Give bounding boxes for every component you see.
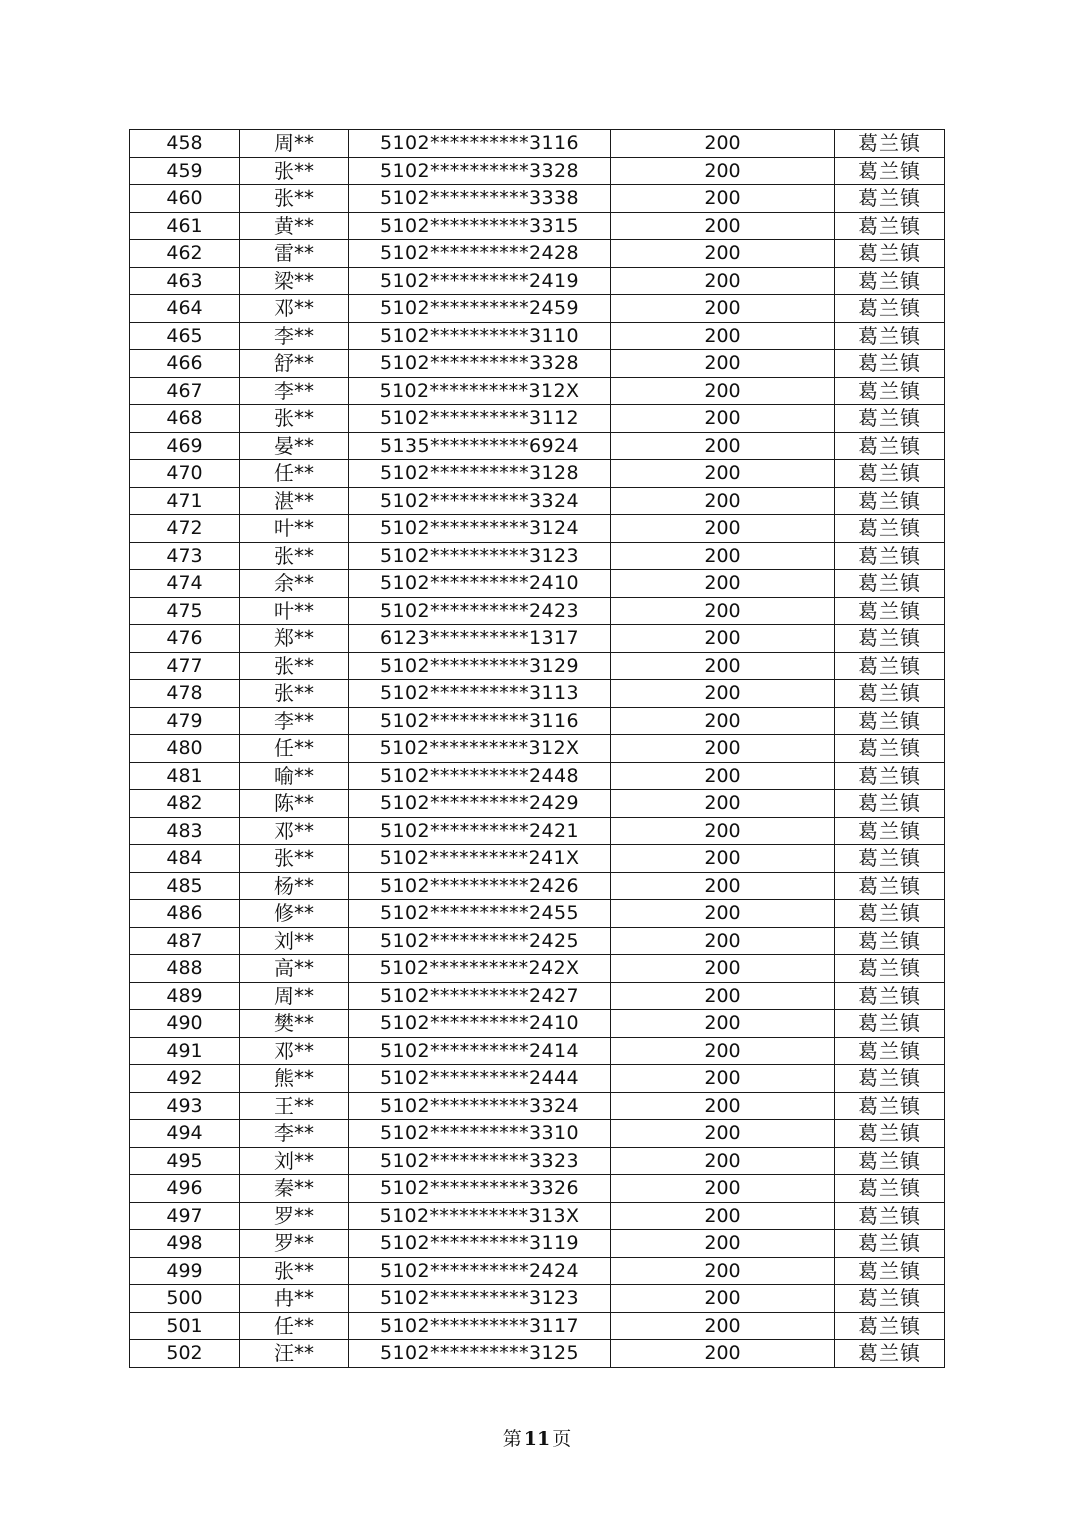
table-row [130,817,945,845]
serial-number-cell: 461 [130,212,240,240]
serial-number-cell: 489 [130,982,240,1010]
table-row [130,267,945,295]
id-number-cell: 5102**********3125 [349,1340,611,1368]
table-row [130,157,945,185]
id-number-cell: 5102**********2426 [349,872,611,900]
serial-number-cell: 492 [130,1065,240,1093]
amount-cell: 200 [611,295,835,323]
serial-number-cell: 471 [130,487,240,515]
table-row [130,515,945,543]
serial-number-cell: 466 [130,350,240,378]
amount-cell: 200 [611,817,835,845]
amount-cell: 200 [611,157,835,185]
town-cell: 葛兰镇 [835,240,945,268]
name-cell: 王** [240,1092,349,1120]
serial-number-cell: 474 [130,570,240,598]
serial-number-cell: 487 [130,927,240,955]
serial-number-cell: 464 [130,295,240,323]
id-number-cell: 5102**********2427 [349,982,611,1010]
id-number-cell: 5102**********3123 [349,1285,611,1313]
amount-cell: 200 [611,1010,835,1038]
amount-cell: 200 [611,1202,835,1230]
table-row [130,350,945,378]
name-cell: 李** [240,1120,349,1148]
table-row [130,845,945,873]
town-cell: 葛兰镇 [835,322,945,350]
id-number-cell: 5102**********3116 [349,130,611,158]
serial-number-cell: 478 [130,680,240,708]
name-cell: 汪** [240,1340,349,1368]
id-number-cell: 5102**********3328 [349,350,611,378]
name-cell: 湛** [240,487,349,515]
name-cell: 李** [240,707,349,735]
id-number-cell: 5102**********3113 [349,680,611,708]
id-number-cell: 5102**********2428 [349,240,611,268]
id-number-cell: 5102**********2410 [349,1010,611,1038]
name-cell: 刘** [240,1147,349,1175]
town-cell: 葛兰镇 [835,597,945,625]
id-number-cell: 5102**********3326 [349,1175,611,1203]
serial-number-cell: 475 [130,597,240,625]
id-number-cell: 5102**********2425 [349,927,611,955]
beneficiary-table [129,129,945,1368]
town-cell: 葛兰镇 [835,460,945,488]
town-cell: 葛兰镇 [835,625,945,653]
amount-cell: 200 [611,130,835,158]
town-cell: 葛兰镇 [835,1257,945,1285]
town-cell: 葛兰镇 [835,1147,945,1175]
name-cell: 冉** [240,1285,349,1313]
amount-cell: 200 [611,460,835,488]
town-cell: 葛兰镇 [835,900,945,928]
table-row [130,1037,945,1065]
table-row [130,460,945,488]
id-number-cell: 6123**********1317 [349,625,611,653]
name-cell: 李** [240,377,349,405]
serial-number-cell: 486 [130,900,240,928]
amount-cell: 200 [611,405,835,433]
name-cell: 梁** [240,267,349,295]
serial-number-cell: 498 [130,1230,240,1258]
amount-cell: 200 [611,1120,835,1148]
serial-number-cell: 494 [130,1120,240,1148]
town-cell: 葛兰镇 [835,350,945,378]
name-cell: 张** [240,542,349,570]
table-row [130,432,945,460]
amount-cell: 200 [611,872,835,900]
name-cell: 张** [240,405,349,433]
serial-number-cell: 484 [130,845,240,873]
name-cell: 罗** [240,1230,349,1258]
table-row [130,762,945,790]
id-number-cell: 5102**********2414 [349,1037,611,1065]
amount-cell: 200 [611,570,835,598]
table-row [130,240,945,268]
serial-number-cell: 502 [130,1340,240,1368]
name-cell: 邓** [240,1037,349,1065]
table-row [130,1065,945,1093]
name-cell: 樊** [240,1010,349,1038]
id-number-cell: 5102**********2448 [349,762,611,790]
town-cell: 葛兰镇 [835,762,945,790]
name-cell: 叶** [240,597,349,625]
town-cell: 葛兰镇 [835,432,945,460]
name-cell: 修** [240,900,349,928]
town-cell: 葛兰镇 [835,1037,945,1065]
town-cell: 葛兰镇 [835,1065,945,1093]
amount-cell: 200 [611,515,835,543]
amount-cell: 200 [611,1037,835,1065]
town-cell: 葛兰镇 [835,652,945,680]
serial-number-cell: 465 [130,322,240,350]
name-cell: 张** [240,845,349,873]
serial-number-cell: 501 [130,1312,240,1340]
amount-cell: 200 [611,1092,835,1120]
serial-number-cell: 477 [130,652,240,680]
amount-cell: 200 [611,240,835,268]
name-cell: 陈** [240,790,349,818]
amount-cell: 200 [611,1340,835,1368]
id-number-cell: 5102**********2444 [349,1065,611,1093]
town-cell: 葛兰镇 [835,542,945,570]
amount-cell: 200 [611,1230,835,1258]
serial-number-cell: 479 [130,707,240,735]
id-number-cell: 5102**********2459 [349,295,611,323]
amount-cell: 200 [611,927,835,955]
amount-cell: 200 [611,982,835,1010]
amount-cell: 200 [611,1285,835,1313]
serial-number-cell: 500 [130,1285,240,1313]
name-cell: 郑** [240,625,349,653]
id-number-cell: 5102**********3119 [349,1230,611,1258]
table-row [130,680,945,708]
id-number-cell: 5102**********3324 [349,487,611,515]
id-number-cell: 5102**********2429 [349,790,611,818]
town-cell: 葛兰镇 [835,982,945,1010]
town-cell: 葛兰镇 [835,1202,945,1230]
town-cell: 葛兰镇 [835,130,945,158]
name-cell: 张** [240,157,349,185]
name-cell: 张** [240,185,349,213]
table-row [130,487,945,515]
amount-cell: 200 [611,845,835,873]
amount-cell: 200 [611,900,835,928]
name-cell: 邓** [240,295,349,323]
town-cell: 葛兰镇 [835,1120,945,1148]
amount-cell: 200 [611,542,835,570]
table-row [130,625,945,653]
serial-number-cell: 460 [130,185,240,213]
table-row [130,1285,945,1313]
id-number-cell: 5102**********312X [349,377,611,405]
town-cell: 葛兰镇 [835,1312,945,1340]
serial-number-cell: 481 [130,762,240,790]
serial-number-cell: 488 [130,955,240,983]
amount-cell: 200 [611,377,835,405]
serial-number-cell: 499 [130,1257,240,1285]
id-number-cell: 5102**********312X [349,735,611,763]
table-row [130,1092,945,1120]
serial-number-cell: 463 [130,267,240,295]
page-footer-prefix: 第 [502,1428,522,1450]
amount-cell: 200 [611,432,835,460]
town-cell: 葛兰镇 [835,1285,945,1313]
town-cell: 葛兰镇 [835,1092,945,1120]
amount-cell: 200 [611,680,835,708]
table-row [130,377,945,405]
table-row [130,872,945,900]
id-number-cell: 5102**********3116 [349,707,611,735]
id-number-cell: 5102**********241X [349,845,611,873]
id-number-cell: 5102**********2424 [349,1257,611,1285]
table-row [130,1010,945,1038]
table-row [130,707,945,735]
serial-number-cell: 470 [130,460,240,488]
amount-cell: 200 [611,1065,835,1093]
table-row [130,652,945,680]
amount-cell: 200 [611,735,835,763]
id-number-cell: 5102**********2423 [349,597,611,625]
town-cell: 葛兰镇 [835,845,945,873]
table-row [130,185,945,213]
page-number: 11 [523,1428,551,1450]
page-footer-suffix: 页 [552,1428,572,1450]
amount-cell: 200 [611,487,835,515]
table-row [130,1147,945,1175]
town-cell: 葛兰镇 [835,570,945,598]
table-row [130,542,945,570]
town-cell: 葛兰镇 [835,735,945,763]
id-number-cell: 5102**********2410 [349,570,611,598]
amount-cell: 200 [611,652,835,680]
table-row [130,1230,945,1258]
name-cell: 周** [240,130,349,158]
name-cell: 秦** [240,1175,349,1203]
town-cell: 葛兰镇 [835,790,945,818]
name-cell: 晏** [240,432,349,460]
serial-number-cell: 497 [130,1202,240,1230]
town-cell: 葛兰镇 [835,1175,945,1203]
amount-cell: 200 [611,1147,835,1175]
id-number-cell: 5102**********3315 [349,212,611,240]
beneficiary-table-body [130,130,945,1368]
name-cell: 张** [240,1257,349,1285]
name-cell: 任** [240,735,349,763]
name-cell: 黄** [240,212,349,240]
name-cell: 任** [240,1312,349,1340]
id-number-cell: 5102**********2421 [349,817,611,845]
name-cell: 罗** [240,1202,349,1230]
table-row [130,735,945,763]
town-cell: 葛兰镇 [835,157,945,185]
serial-number-cell: 482 [130,790,240,818]
table-row [130,982,945,1010]
id-number-cell: 5102**********3338 [349,185,611,213]
table-row [130,295,945,323]
table-row [130,212,945,240]
town-cell: 葛兰镇 [835,1230,945,1258]
town-cell: 葛兰镇 [835,295,945,323]
table-row [130,597,945,625]
name-cell: 邓** [240,817,349,845]
table-row [130,955,945,983]
id-number-cell: 5135**********6924 [349,432,611,460]
town-cell: 葛兰镇 [835,955,945,983]
serial-number-cell: 462 [130,240,240,268]
amount-cell: 200 [611,267,835,295]
name-cell: 高** [240,955,349,983]
table-row [130,927,945,955]
id-number-cell: 5102**********3310 [349,1120,611,1148]
serial-number-cell: 493 [130,1092,240,1120]
id-number-cell: 5102**********3129 [349,652,611,680]
town-cell: 葛兰镇 [835,1340,945,1368]
serial-number-cell: 458 [130,130,240,158]
name-cell: 喻** [240,762,349,790]
name-cell: 叶** [240,515,349,543]
table-row [130,405,945,433]
town-cell: 葛兰镇 [835,377,945,405]
id-number-cell: 5102**********242X [349,955,611,983]
serial-number-cell: 467 [130,377,240,405]
id-number-cell: 5102**********3110 [349,322,611,350]
serial-number-cell: 468 [130,405,240,433]
serial-number-cell: 490 [130,1010,240,1038]
id-number-cell: 5102**********3323 [349,1147,611,1175]
table-row [130,570,945,598]
town-cell: 葛兰镇 [835,927,945,955]
serial-number-cell: 476 [130,625,240,653]
name-cell: 张** [240,680,349,708]
amount-cell: 200 [611,597,835,625]
name-cell: 舒** [240,350,349,378]
amount-cell: 200 [611,955,835,983]
id-number-cell: 5102**********2419 [349,267,611,295]
id-number-cell: 5102**********3117 [349,1312,611,1340]
id-number-cell: 5102**********3328 [349,157,611,185]
town-cell: 葛兰镇 [835,707,945,735]
amount-cell: 200 [611,707,835,735]
town-cell: 葛兰镇 [835,487,945,515]
name-cell: 周** [240,982,349,1010]
amount-cell: 200 [611,322,835,350]
name-cell: 杨** [240,872,349,900]
amount-cell: 200 [611,762,835,790]
town-cell: 葛兰镇 [835,515,945,543]
id-number-cell: 5102**********3128 [349,460,611,488]
serial-number-cell: 495 [130,1147,240,1175]
serial-number-cell: 485 [130,872,240,900]
serial-number-cell: 491 [130,1037,240,1065]
amount-cell: 200 [611,1312,835,1340]
name-cell: 张** [240,652,349,680]
town-cell: 葛兰镇 [835,267,945,295]
serial-number-cell: 469 [130,432,240,460]
name-cell: 任** [240,460,349,488]
name-cell: 李** [240,322,349,350]
name-cell: 雷** [240,240,349,268]
town-cell: 葛兰镇 [835,212,945,240]
id-number-cell: 5102**********3123 [349,542,611,570]
amount-cell: 200 [611,212,835,240]
table-row [130,1120,945,1148]
town-cell: 葛兰镇 [835,817,945,845]
amount-cell: 200 [611,790,835,818]
serial-number-cell: 472 [130,515,240,543]
id-number-cell: 5102**********2455 [349,900,611,928]
serial-number-cell: 473 [130,542,240,570]
id-number-cell: 5102**********313X [349,1202,611,1230]
town-cell: 葛兰镇 [835,872,945,900]
id-number-cell: 5102**********3124 [349,515,611,543]
amount-cell: 200 [611,185,835,213]
table-row [130,130,945,158]
table-row [130,790,945,818]
name-cell: 刘** [240,927,349,955]
table-row [130,322,945,350]
amount-cell: 200 [611,1257,835,1285]
id-number-cell: 5102**********3112 [349,405,611,433]
amount-cell: 200 [611,1175,835,1203]
table-row [130,1202,945,1230]
serial-number-cell: 483 [130,817,240,845]
town-cell: 葛兰镇 [835,680,945,708]
name-cell: 余** [240,570,349,598]
table-row [130,1257,945,1285]
table-row [130,1175,945,1203]
table-row [130,1340,945,1368]
town-cell: 葛兰镇 [835,185,945,213]
table-row [130,1312,945,1340]
name-cell: 熊** [240,1065,349,1093]
amount-cell: 200 [611,350,835,378]
town-cell: 葛兰镇 [835,1010,945,1038]
serial-number-cell: 459 [130,157,240,185]
amount-cell: 200 [611,625,835,653]
table-row [130,900,945,928]
page-footer [0,1425,1074,1453]
id-number-cell: 5102**********3324 [349,1092,611,1120]
serial-number-cell: 480 [130,735,240,763]
serial-number-cell: 496 [130,1175,240,1203]
town-cell: 葛兰镇 [835,405,945,433]
